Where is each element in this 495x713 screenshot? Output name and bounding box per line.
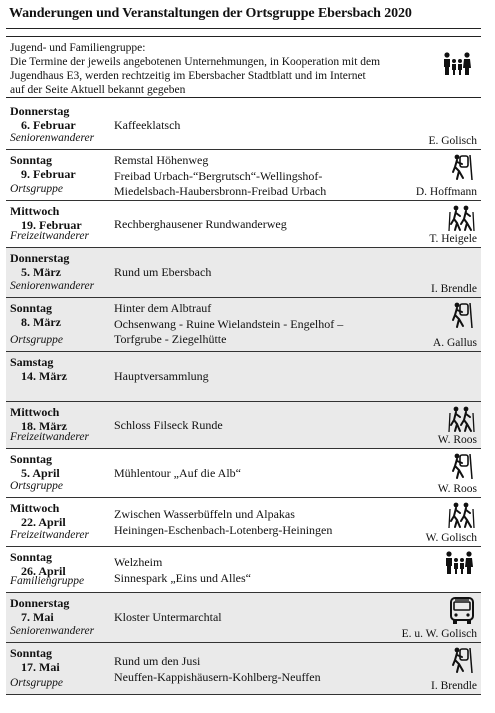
event-group: Freizeitwanderer xyxy=(10,529,89,541)
event-date: 18. März xyxy=(21,419,67,433)
event-description-line: Hauptversammlung xyxy=(114,369,209,383)
event-description-line: Mühlentour „Auf die Alb“ xyxy=(114,466,241,480)
hikers-icon xyxy=(447,204,475,232)
event-description-line: Kaffeeklatsch xyxy=(114,118,181,132)
event-description xyxy=(114,610,222,626)
event-group: Ortsgruppe xyxy=(10,480,64,492)
event-row xyxy=(6,643,481,695)
event-date: 9. Februar xyxy=(21,167,76,181)
event-date: 6. Februar xyxy=(21,118,76,132)
event-group: Ortsgruppe xyxy=(10,183,64,195)
event-description-line: Heiningen-Eschenbach-Lotenberg-Heiningen xyxy=(114,522,333,537)
event-day: Donnerstag xyxy=(10,596,70,610)
event-description xyxy=(114,369,209,385)
events-table xyxy=(6,101,481,695)
event-row xyxy=(6,150,481,201)
hiker-icon xyxy=(451,153,475,181)
hikers-icon xyxy=(447,405,475,433)
event-description-line: Zwischen Wasserbüffeln und Alpakas xyxy=(114,507,295,521)
event-description xyxy=(114,555,251,586)
event-row xyxy=(6,248,481,298)
event-date: 5. April xyxy=(21,466,60,480)
hiker-icon xyxy=(451,646,475,674)
event-leader: I. Brendle xyxy=(431,283,477,295)
event-row xyxy=(6,593,481,643)
event-description-line: Welzheim xyxy=(114,555,163,569)
event-group: Freizeitwanderer xyxy=(10,431,89,443)
event-leader: W. Roos xyxy=(437,483,477,495)
event-row xyxy=(6,449,481,498)
event-description-line: Rund um den Jusi xyxy=(114,654,201,668)
event-row xyxy=(6,101,481,150)
event-group: Freizeitwanderer xyxy=(10,230,89,242)
event-leader: D. Hoffmann xyxy=(415,186,477,198)
intro-text xyxy=(10,41,420,97)
event-description-line: Rund um Ebersbach xyxy=(114,265,212,279)
event-leader: I. Brendle xyxy=(431,680,477,692)
event-day: Samstag xyxy=(10,355,54,369)
event-description-line: Kloster Untermarchtal xyxy=(114,610,222,624)
page-title: Wanderungen und Veranstaltungen der Ortsgruppe Ebersbach 2020 xyxy=(9,6,412,21)
bus-icon xyxy=(449,596,475,626)
event-description xyxy=(114,418,223,434)
event-row xyxy=(6,298,481,352)
event-day: Mittwoch xyxy=(10,501,60,515)
event-day: Sonntag xyxy=(10,550,53,564)
event-leader: T. Heigele xyxy=(429,233,477,245)
event-description-line: Torfgrube - Ziegelhütte xyxy=(114,332,227,346)
event-row xyxy=(6,352,481,402)
event-description-line: Hinter dem Albtrauf xyxy=(114,301,212,315)
event-date: 26. April xyxy=(21,564,66,578)
event-date: 7. Mai xyxy=(21,610,54,624)
event-row xyxy=(6,498,481,547)
event-description-line: Freibad Urbach-“Bergrutsch“-Wellingshof- xyxy=(114,168,323,183)
event-row xyxy=(6,201,481,248)
family-icon xyxy=(441,51,473,77)
event-description-line: Schloss Filseck Runde xyxy=(114,418,223,432)
event-day: Mittwoch xyxy=(10,405,60,419)
intro-line: Die Termine der jeweils angebotenen Unternehmungen, in Kooperation mit dem xyxy=(10,56,381,68)
event-date: 5. März xyxy=(21,265,61,279)
event-description-line: Ochsenwang - Ruine Wielandstein - Engelhof – xyxy=(114,316,344,331)
event-date: 14. März xyxy=(21,369,67,383)
event-description xyxy=(114,118,180,134)
hikers-icon xyxy=(447,501,475,529)
event-date: 8. März xyxy=(21,315,61,329)
event-group: Seniorenwanderer xyxy=(10,625,95,637)
event-description xyxy=(114,654,321,685)
event-date: 22. April xyxy=(21,515,66,529)
intro-line: auf der Seite Aktuell bekannt gegeben xyxy=(10,84,186,96)
event-description xyxy=(114,265,211,281)
event-row xyxy=(6,402,481,449)
event-day: Sonntag xyxy=(10,153,53,167)
event-day: Sonntag xyxy=(10,646,53,660)
event-description xyxy=(114,153,326,200)
event-day: Sonntag xyxy=(10,301,53,315)
event-group: Seniorenwanderer xyxy=(10,132,95,144)
event-description xyxy=(114,301,343,348)
intro-line: Jugendhaus E3, werden rechtzeitig im Ebersbacher Stadtblatt und im Internet xyxy=(10,70,366,82)
title-divider xyxy=(6,28,481,29)
event-leader: E. Golisch xyxy=(428,135,477,147)
event-description xyxy=(114,217,287,233)
event-description xyxy=(114,466,241,482)
event-leader: W. Roos xyxy=(437,434,477,446)
event-group: Familiengruppe xyxy=(10,575,85,587)
intro-line: Jugend- und Familiengruppe: xyxy=(10,42,146,54)
hiker-icon xyxy=(451,452,475,480)
intro-box xyxy=(6,36,481,98)
hiker-icon xyxy=(451,301,475,329)
event-leader: W. Golisch xyxy=(425,532,477,544)
event-date: 19. Februar xyxy=(21,218,82,232)
event-description-line: Neuffen-Kappishäusern-Kohlberg-Neuffen xyxy=(114,669,321,684)
event-group: Ortsgruppe xyxy=(10,334,64,346)
event-day: Mittwoch xyxy=(10,204,60,218)
event-date: 17. Mai xyxy=(21,660,60,674)
event-day: Donnerstag xyxy=(10,251,70,265)
event-group: Seniorenwanderer xyxy=(10,280,95,292)
event-description-line: Sinnespark „Eins und Alles“ xyxy=(114,570,251,585)
event-description-line: Rechberghausener Rundwanderweg xyxy=(114,217,287,231)
event-row xyxy=(6,547,481,593)
event-description-line: Remstal Höhenweg xyxy=(114,153,209,167)
event-description xyxy=(114,507,332,538)
event-leader: E. u. W. Golisch xyxy=(401,628,477,640)
event-leader: A. Gallus xyxy=(432,337,477,349)
event-description-line: Miedelsbach-Haubersbronn-Freibad Urbach xyxy=(114,184,327,198)
event-group: Ortsgruppe xyxy=(10,677,64,689)
family-icon xyxy=(443,550,475,576)
event-day: Donnerstag xyxy=(10,104,70,118)
event-day: Sonntag xyxy=(10,452,53,466)
